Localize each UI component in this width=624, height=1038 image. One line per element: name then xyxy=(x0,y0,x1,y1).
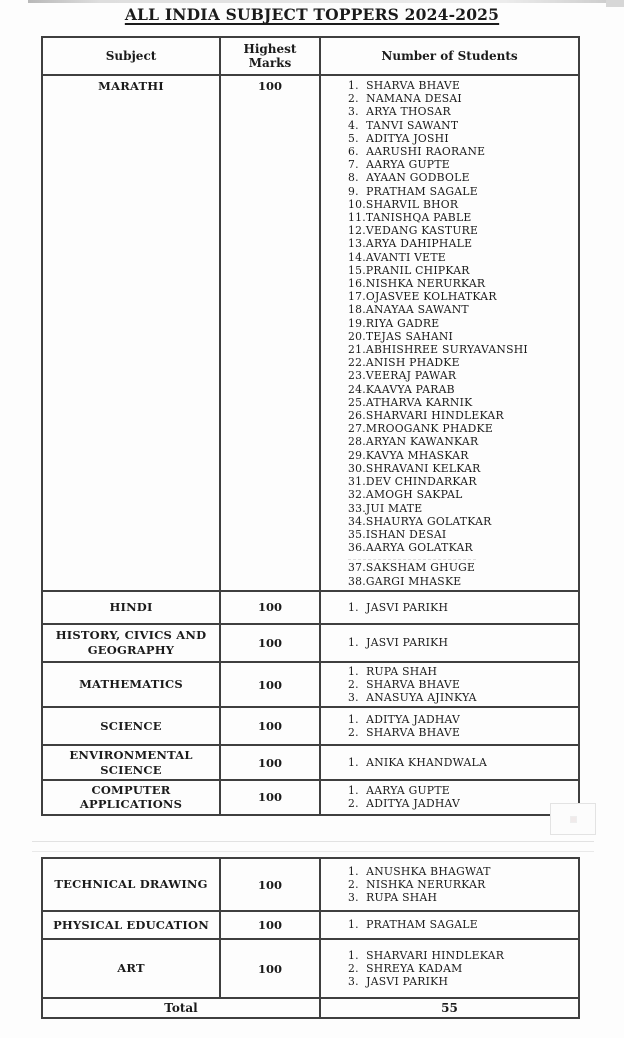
table-row xyxy=(42,75,579,591)
student-line: 3. ANASUYA AJINKYA xyxy=(348,691,477,705)
total-row xyxy=(42,998,579,1018)
student-line: 6. AARUSHI RAORANE xyxy=(348,145,486,159)
marks-cell: 100 xyxy=(220,939,320,998)
student-line: 1. ANUSHKA BHAGWAT xyxy=(348,864,491,878)
table-row xyxy=(42,624,579,662)
students-cell xyxy=(320,911,579,939)
student-line: 9. PRATHAM SAGALE xyxy=(348,184,478,198)
table-row xyxy=(42,745,579,780)
table-row xyxy=(42,939,579,998)
students-cell xyxy=(320,858,579,911)
student-line: 10.SHARVIL BHOR xyxy=(348,197,459,211)
student-line: 19.RIYA GADRE xyxy=(348,316,440,330)
students-cell xyxy=(320,591,579,624)
column-header-subject: Subject xyxy=(42,37,220,75)
page-crease-line xyxy=(348,559,476,560)
total-label: Total xyxy=(42,998,320,1018)
student-line: 29.KAVYA MHASKAR xyxy=(348,448,469,462)
student-line: 3. ARYA THOSAR xyxy=(348,105,451,119)
student-line: 33.JUI MATE xyxy=(348,501,423,515)
table-row xyxy=(42,662,579,708)
student-line: 13.ARYA DAHIPHALE xyxy=(348,237,473,251)
student-line: 20.TEJAS SAHANI xyxy=(348,329,454,343)
table-row xyxy=(42,707,579,745)
subject-cell: HINDI xyxy=(42,591,220,624)
student-line: 35.ISHAN DESAI xyxy=(348,527,447,541)
students-cell xyxy=(320,745,579,780)
student-line: 1. PRATHAM SAGALE xyxy=(348,918,478,932)
toppers-table-page1 xyxy=(41,36,580,816)
subject-cell: PHYSICAL EDUCATION xyxy=(42,911,220,939)
student-line: 1. ANIKA KHANDWALA xyxy=(348,756,487,770)
student-line: 28.ARYAN KAWANKAR xyxy=(348,435,479,449)
table-row xyxy=(42,858,579,911)
student-line: 21.ABHISHREE SURYAVANSHI xyxy=(348,343,528,357)
page-break-line xyxy=(32,841,594,842)
student-line: 2. SHREYA KADAM xyxy=(348,961,463,975)
subject-cell: COMPUTER APPLICATIONS xyxy=(42,780,220,815)
student-line: 2. SHARVA BHAVE xyxy=(348,726,461,740)
student-line: 5. ADITYA JOSHI xyxy=(348,131,449,145)
student-line: 15.PRANIL CHIPKAR xyxy=(348,263,470,277)
students-cell xyxy=(320,624,579,662)
toppers-table-page2 xyxy=(41,857,580,1019)
student-line: 4. TANVI SAWANT xyxy=(348,118,459,132)
student-line: 38.GARGI MHASKE xyxy=(348,574,462,588)
column-header-highest-marks: Highest Marks xyxy=(220,37,320,75)
student-line: 2. SHARVA BHAVE xyxy=(348,677,461,691)
student-line: 17.OJASVEE KOLHATKAR xyxy=(348,290,497,304)
marks-cell: 100 xyxy=(220,911,320,939)
student-line: 24.KAAVYA PARAB xyxy=(348,382,455,396)
student-line: 32.AMOGH SAKPAL xyxy=(348,488,463,502)
subject-cell: ENVIRONMENTAL SCIENCE xyxy=(42,745,220,780)
scan-edge-artifact xyxy=(28,0,624,3)
student-line: 36.AARYA GOLATKAR xyxy=(348,541,473,555)
student-line: 1. JASVI PARIKH xyxy=(348,636,449,650)
marks-cell: 100 xyxy=(220,707,320,745)
student-line: 2. ADITYA JADHAV xyxy=(348,797,461,811)
student-line: 3. RUPA SHAH xyxy=(348,891,438,905)
student-line: 3. JASVI PARIKH xyxy=(348,975,449,989)
student-line: 11.TANISHQA PABLE xyxy=(348,211,472,225)
student-line: 30.SHRAVANI KELKAR xyxy=(348,461,481,475)
column-header-number-of-students: Number of Students xyxy=(320,37,579,75)
student-line: 18.ANAYAA SAWANT xyxy=(348,303,469,317)
student-line: 25.ATHARVA KARNIK xyxy=(348,395,473,409)
student-line: 8. AYAAN GODBOLE xyxy=(348,171,470,185)
total-students-count: 55 xyxy=(320,998,579,1018)
marks-cell: 100 xyxy=(220,624,320,662)
students-cell xyxy=(320,75,579,591)
student-line: 2. NISHKA NERURKAR xyxy=(348,877,486,891)
page-break-line xyxy=(32,851,594,852)
students-cell xyxy=(320,939,579,998)
student-line: 34.SHAURYA GOLATKAR xyxy=(348,514,492,528)
student-line: 12.VEDANG KASTURE xyxy=(348,224,479,238)
marks-cell: 100 xyxy=(220,75,320,591)
student-line: 1. AARYA GUPTE xyxy=(348,784,450,798)
student-line: 16.NISHKA NERURKAR xyxy=(348,277,486,291)
table-row xyxy=(42,911,579,939)
student-line: 2. NAMANA DESAI xyxy=(348,92,462,106)
marks-cell: 100 xyxy=(220,745,320,780)
subject-cell: SCIENCE xyxy=(42,707,220,745)
table-row xyxy=(42,591,579,624)
subject-cell: ART xyxy=(42,939,220,998)
student-line: 1. SHARVARI HINDLEKAR xyxy=(348,948,505,962)
student-line: 37.SAKSHAM GHUGE xyxy=(348,561,476,575)
marks-cell: 100 xyxy=(220,858,320,911)
marks-cell: 100 xyxy=(220,662,320,708)
student-line: 1. ADITYA JADHAV xyxy=(348,713,461,727)
student-line: 1. JASVI PARIKH xyxy=(348,600,449,614)
student-line: 26.SHARVARI HINDLEKAR xyxy=(348,409,504,423)
header-row xyxy=(42,37,579,75)
student-line: 1. RUPA SHAH xyxy=(348,664,438,678)
student-line: 1. SHARVA BHAVE xyxy=(348,79,461,92)
marks-cell: 100 xyxy=(220,591,320,624)
student-line: 27.MROOGANK PHADKE xyxy=(348,422,494,436)
students-cell xyxy=(320,707,579,745)
subject-cell: HISTORY, CIVICS AND GEOGRAPHY xyxy=(42,624,220,662)
students-cell xyxy=(320,662,579,708)
students-cell xyxy=(320,780,579,815)
scan-placeholder-box xyxy=(550,803,596,835)
student-line: 22.ANISH PHADKE xyxy=(348,356,460,370)
subject-cell: MATHEMATICS xyxy=(42,662,220,708)
student-line: 14.AVANTI VETE xyxy=(348,250,446,264)
marks-cell: 100 xyxy=(220,780,320,815)
student-line: 23.VEERAJ PAWAR xyxy=(348,369,457,383)
subject-cell: TECHNICAL DRAWING xyxy=(42,858,220,911)
student-line: 7. AARYA GUPTE xyxy=(348,158,450,172)
subject-cell: MARATHI xyxy=(42,75,220,591)
table-row xyxy=(42,780,579,815)
student-line: 31.DEV CHINDARKAR xyxy=(348,475,477,489)
page-title: ALL INDIA SUBJECT TOPPERS 2024-2025 xyxy=(124,5,500,24)
